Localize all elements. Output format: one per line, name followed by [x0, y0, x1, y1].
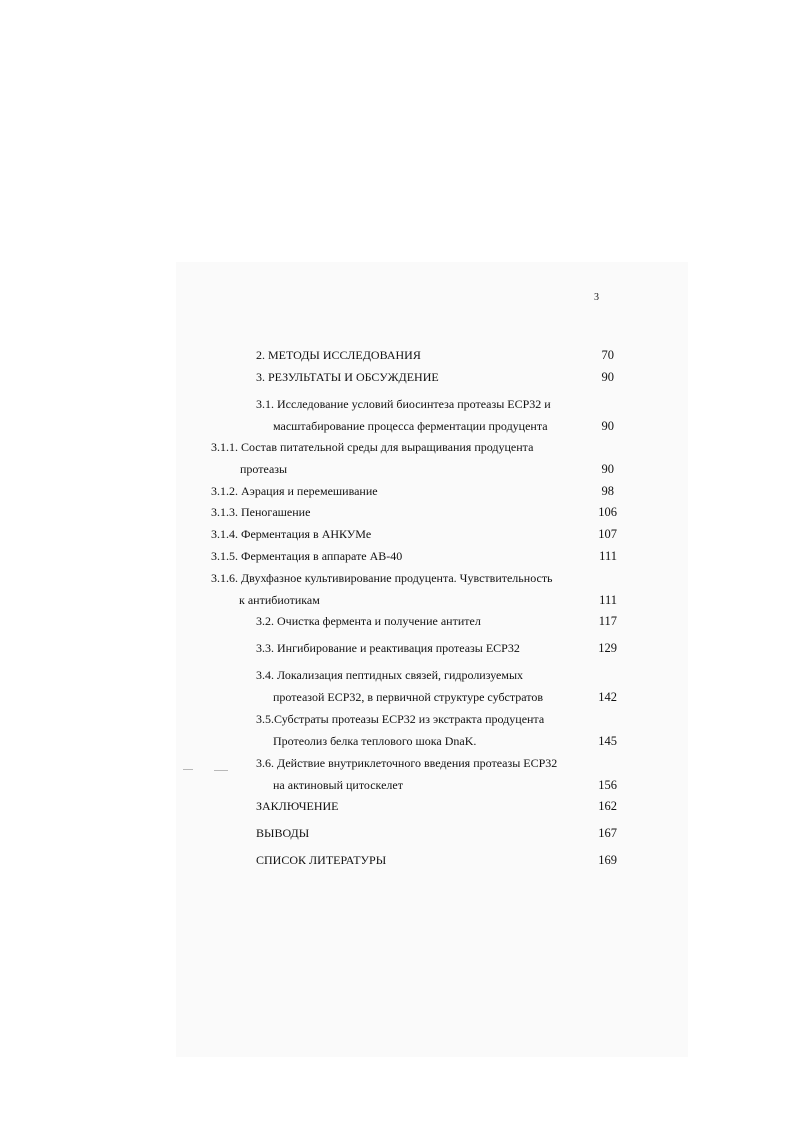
toc-entry-3-1-line1: 3.1. Исследование условий биосинтеза протеазы ЕСР32 и — [256, 397, 551, 411]
toc-entry-3-1-page: 90 — [601, 419, 614, 433]
toc-entry-3-1-4-page: 107 — [598, 527, 617, 541]
toc-entry-3-1-6-line2: к антибиотикам — [239, 593, 320, 607]
toc-entry-3-2-title: 3.2. Очистка фермента и получение антител — [256, 614, 481, 628]
toc-entry-3-1-3-title: 3.1.3. Пеногашение — [211, 505, 311, 519]
toc-entry-3-4-line1: 3.4. Локализация пептидных связей, гидролизуемых — [256, 668, 524, 682]
toc-entry-3-4-page: 142 — [598, 690, 617, 704]
toc-entry-3-1-5-title: 3.1.5. Ферментация в аппарате АВ-40 — [211, 549, 403, 563]
toc-entry-3-1-2-title: 3.1.2. Аэрация и перемешивание — [211, 484, 378, 498]
scan-mark — [183, 769, 193, 770]
toc-entry-3-5-line1: 3.5.Субстраты протеазы ЕСР32 из экстракта продуцента — [256, 712, 545, 726]
toc-entry-findings-title: ВЫВОДЫ — [256, 826, 310, 840]
toc-entry-3-1-3-page: 106 — [598, 505, 617, 519]
toc-entry-references-page: 169 — [598, 853, 617, 867]
toc-entry-3-1-2-page: 98 — [601, 484, 614, 498]
toc-entry-results-title: 3. РЕЗУЛЬТАТЫ И ОБСУЖДЕНИЕ — [256, 370, 439, 384]
toc-entry-3-4-line2: протеазой ЕСР32, в первичной структуре субстратов — [273, 690, 544, 704]
toc-entry-references-title: СПИСОК ЛИТЕРАТУРЫ — [256, 853, 387, 867]
page-number: 3 — [594, 292, 599, 303]
toc-entry-3-1-1-page: 90 — [601, 462, 614, 476]
toc-entry-3-6-page: 156 — [598, 778, 617, 792]
toc-entry-3-1-6-line1: 3.1.6. Двухфазное культивирование продуцента. Чувствительность — [211, 571, 553, 585]
toc-entry-conclusion-page: 162 — [598, 799, 617, 813]
toc-entry-3-3-title: 3.3. Ингибирование и реактивация протеазы ЕСР32 — [256, 641, 520, 655]
toc-entry-3-3-page: 129 — [598, 641, 617, 655]
toc-entry-findings-page: 167 — [598, 826, 617, 840]
toc-entry-3-1-5-page: 111 — [599, 549, 617, 563]
scan-mark — [214, 770, 228, 771]
toc-entry-3-1-1-line1: 3.1.1. Состав питательной среды для выращивания продуцента — [211, 440, 534, 454]
toc-entry-3-1-1-line2: протеазы — [240, 462, 288, 476]
toc-entry-results-page: 90 — [601, 370, 614, 384]
toc-entry-3-2-page: 117 — [598, 614, 617, 628]
toc-entry-3-5-page: 145 — [598, 734, 617, 748]
toc-entry-conclusion-title: ЗАКЛЮЧЕНИЕ — [256, 799, 339, 813]
toc-entry-methods-page: 70 — [601, 348, 614, 362]
toc-entry-methods-title: 2. МЕТОДЫ ИССЛЕДОВАНИЯ — [256, 348, 421, 362]
toc-entry-3-5-line2: Протеолиз белка теплового шока DnaK. — [273, 734, 477, 748]
toc-entry-3-6-line1: 3.6. Действие внутриклеточного введения протеазы ЕСР32 — [256, 756, 558, 770]
toc-entry-3-6-line2: на актиновый цитоскелет — [273, 778, 403, 792]
toc-entry-3-1-4-title: 3.1.4. Ферментация в АНКУМе — [211, 527, 372, 541]
toc-entry-3-1-6-page: 111 — [599, 593, 617, 607]
toc-entry-3-1-line2: масштабирование процесса ферментации продуцента — [273, 419, 548, 433]
